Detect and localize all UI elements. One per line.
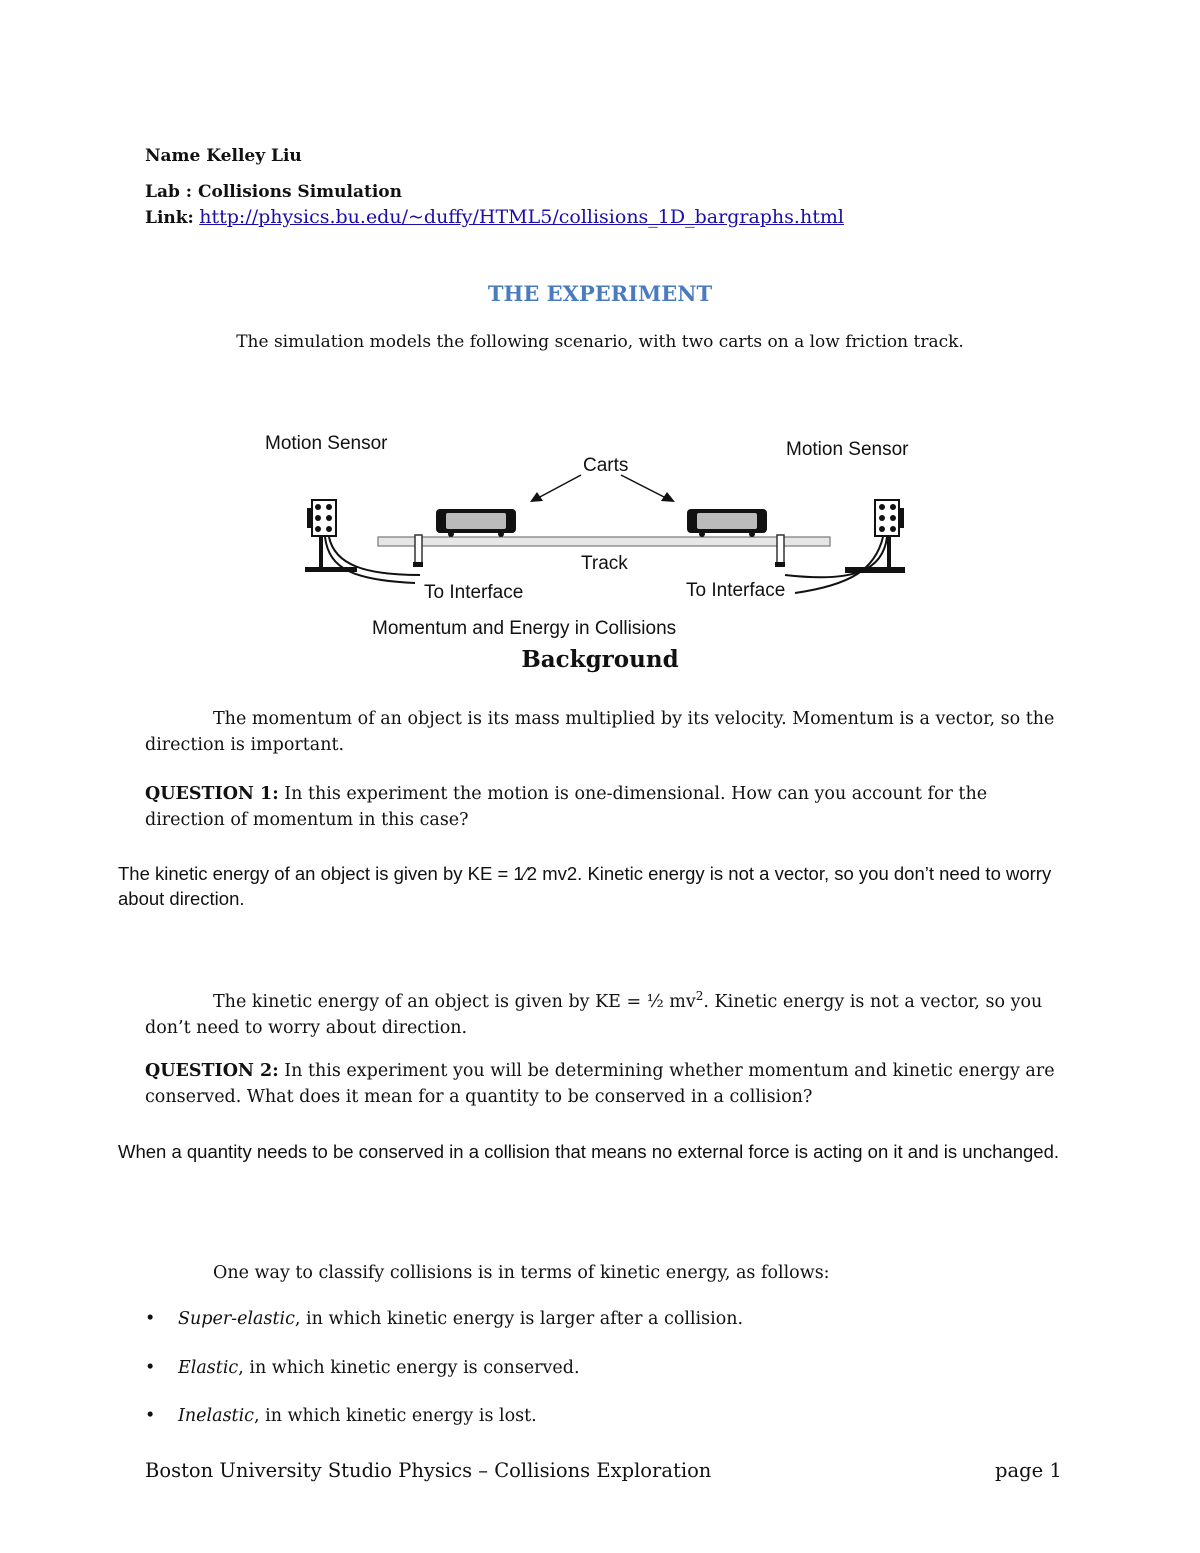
footer-title: Boston University Studio Physics – Collisions Exploration [145, 1459, 712, 1482]
kinetic-energy-paragraph [145, 983, 1065, 1041]
question-1-label: QUESTION 1: [145, 784, 279, 804]
answer-1: The kinetic energy of an object is given by KE = 1⁄2 mv2. Kinetic energy is not a vector, so you don’t need to worry about direction. [118, 863, 1052, 909]
cart-left [436, 509, 516, 537]
label-motion-sensor-left: Motion Sensor [265, 433, 388, 454]
simulation-link[interactable]: http://physics.bu.edu/~duffy/HTML5/collisions_1D_bargraphs.html [199, 206, 844, 228]
answer-2: When a quantity needs to be conserved in a collision that means no external force is acting on it and is unchanged. [118, 1141, 1059, 1162]
label-track: Track [581, 553, 628, 574]
bullet-super-elastic: • Super-elastic, in which kinetic energy is larger after a collision. [145, 1309, 744, 1329]
cart-right [687, 509, 767, 537]
question-2-text: In this experiment you will be determining whether momentum and kinetic energy are conserved. What does it mean for a quantity to be conserved in a collision? [145, 1061, 1055, 1107]
bullet-desc: , in which kinetic energy is lost. [253, 1406, 537, 1426]
apparatus-figure [255, 425, 935, 645]
arrow-to-left-cart [538, 475, 581, 498]
momentum-paragraph: The momentum of an object is its mass multiplied by its velocity. Momentum is a vector, so the direction is important. [145, 709, 1055, 755]
classify-intro: One way to classify collisions is in terms of kinetic energy, as follows: [213, 1263, 830, 1283]
name-line: Name Kelley Liu [145, 146, 302, 166]
bullet-desc: , in which kinetic energy is conserved. [238, 1358, 580, 1378]
label-carts: Carts [583, 455, 629, 476]
track [378, 537, 830, 546]
lab-line: Lab : Collisions Simulation [145, 182, 402, 202]
experiment-title: THE EXPERIMENT [487, 281, 713, 306]
ke-text-pre: The kinetic energy of an object is given by KE = ½ mv [213, 991, 696, 1012]
arrow-to-right-cart [621, 475, 666, 498]
interface-left-connector [413, 562, 423, 567]
question-2-label: QUESTION 2: [145, 1061, 279, 1081]
bullet-inelastic: • Inelastic, in which kinetic energy is lost. [145, 1406, 537, 1426]
label-to-interface-right: To Interface [686, 580, 786, 601]
link-label: Link: [145, 208, 194, 228]
track-support-right [777, 535, 784, 563]
label-to-interface-left: To Interface [424, 582, 524, 603]
label-motion-sensor-right: Motion Sensor [786, 439, 909, 460]
background-title: Background [521, 646, 679, 673]
bullet-term: Inelastic [178, 1406, 254, 1426]
ke-superscript: 2 [695, 989, 704, 1003]
page-number: page 1 [995, 1459, 1062, 1482]
question-2 [145, 1058, 1065, 1110]
interface-right-connector [775, 562, 785, 567]
bullet-term: Elastic [178, 1358, 239, 1378]
bullet-elastic: • Elastic, in which kinetic energy is conserved. [145, 1358, 580, 1378]
figure-caption: Momentum and Energy in Collisions [372, 618, 677, 639]
bullet-term: Super-elastic [178, 1309, 295, 1329]
link-line [145, 206, 844, 228]
ke-text-post: . Kinetic energy is not a vector, so you don’t need to worry about direction. [145, 991, 1043, 1038]
question-1 [145, 781, 1065, 833]
experiment-intro: The simulation models the following scenario, with two carts on a low friction track. [236, 332, 964, 352]
bullet-desc: , in which kinetic energy is larger after a collision. [294, 1309, 744, 1329]
track-support-left [415, 535, 422, 563]
question-1-text: In this experiment the motion is one-dimensional. How can you account for the direction of momentum in this case? [145, 784, 988, 830]
